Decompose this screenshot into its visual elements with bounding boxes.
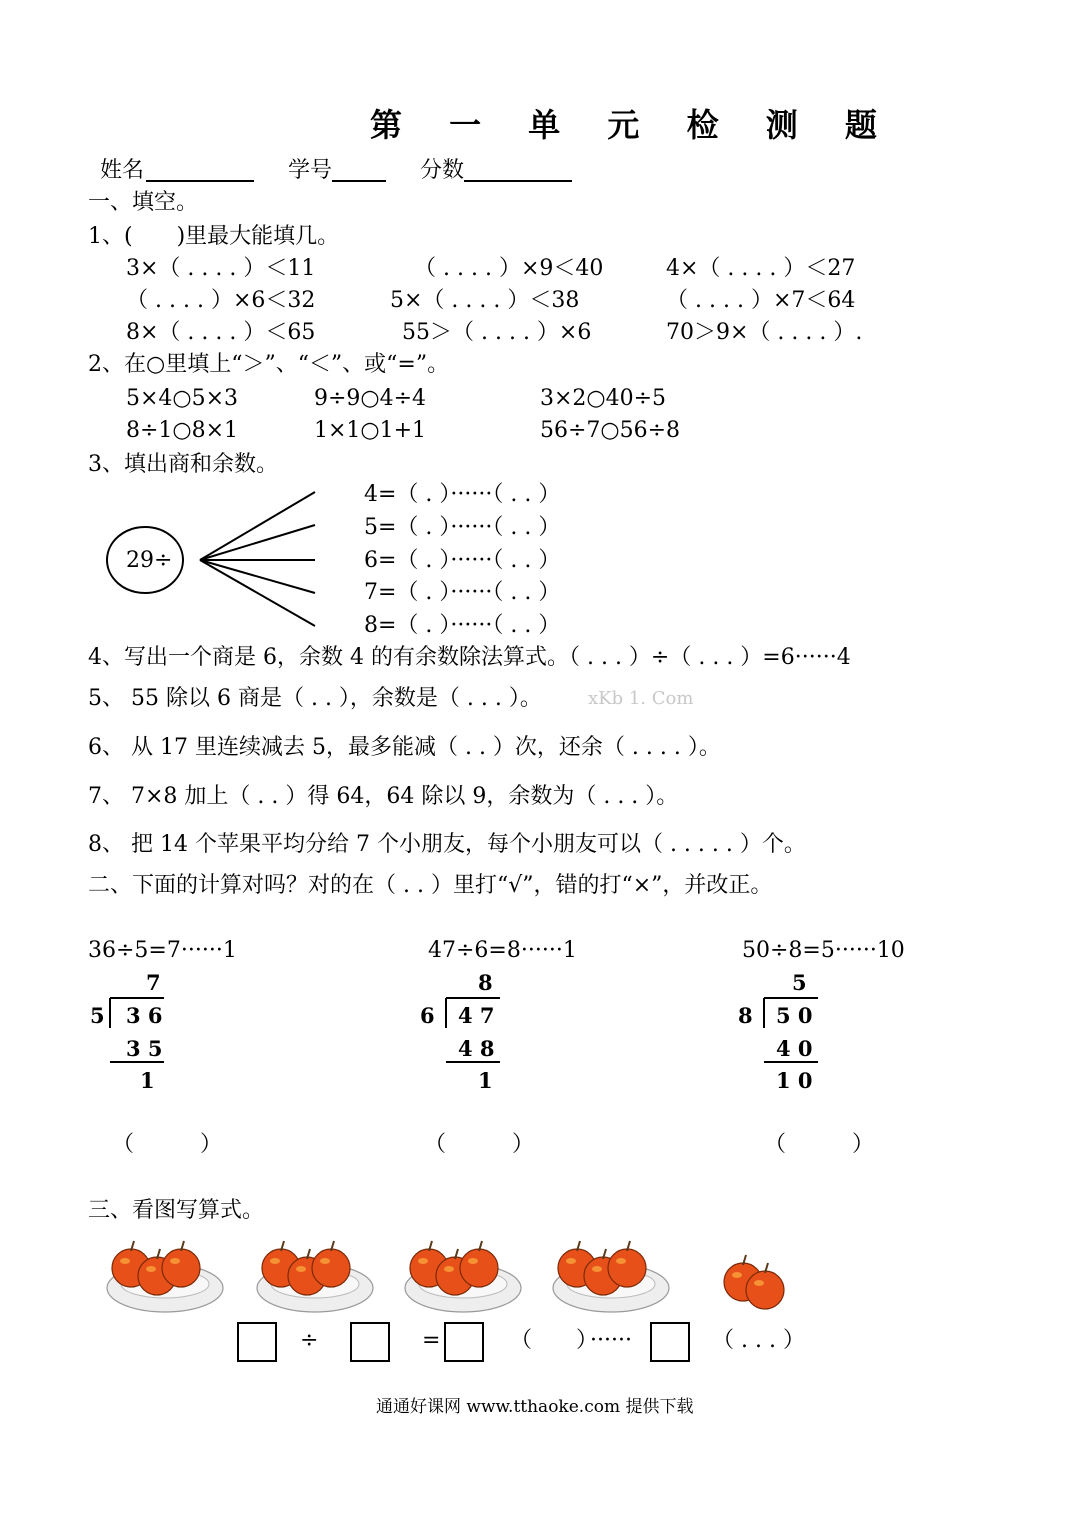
check-equation: 47÷6=8······1 (428, 938, 577, 963)
long-division-divisor: 5 (90, 1003, 105, 1028)
equals-sign: = (422, 1328, 441, 1353)
long-division-product: 4 0 (776, 1036, 813, 1061)
check-answer-paren[interactable]: （ ） (764, 1132, 875, 1157)
long-division-product: 3 5 (126, 1036, 163, 1061)
student-id-label: 学号 (288, 158, 333, 183)
apple (312, 1249, 350, 1287)
apple-highlight (270, 1258, 280, 1264)
long-division-bracket (758, 996, 822, 1096)
long-division-quotient: 5 (792, 970, 807, 995)
page-title: 第 一 单 元 检 测 题 (370, 106, 895, 144)
footer: 通通好课网 www.tthaoke.com 提供下载 (376, 1397, 694, 1417)
q1-item: （ . . . . ）×9＜40 (414, 256, 604, 281)
long-division-quotient: 7 (146, 970, 161, 995)
q6: 6、 从 17 里连续减去 5，最多能减（ . . ）次，还余（ . . . . ）。 (88, 735, 721, 760)
apple-highlight (120, 1258, 130, 1264)
q2-item: 1×1○1+1 (314, 418, 427, 443)
apple-highlight (732, 1272, 742, 1278)
long-division-remainder: 1 0 (776, 1068, 813, 1093)
long-division-product: 4 8 (458, 1036, 495, 1061)
apple-highlight (444, 1266, 454, 1272)
apple (162, 1249, 200, 1287)
q2-item: 9÷9○4÷4 (314, 386, 427, 411)
q1-item: 4×（ . . . . ）＜27 (666, 256, 856, 281)
q2-item: 5×4○5×3 (126, 386, 239, 411)
apple (460, 1249, 498, 1287)
q1-item: 5×（ . . . . ）＜38 (390, 288, 580, 313)
q3-row: 6=（ . ）······（ . . ） (364, 548, 561, 573)
watermark: xKb 1. Com (588, 688, 694, 709)
apple (608, 1249, 646, 1287)
q3-row: 7=（ . ）······（ . . ） (364, 580, 561, 605)
long-division-dividend: 4 7 (458, 1003, 495, 1028)
long-division-divisor: 6 (420, 1003, 435, 1028)
unit-paren-2[interactable]: （ . . . ） (712, 1328, 805, 1353)
apple-plates-illustration (95, 1236, 815, 1328)
long-division-dividend: 3 6 (126, 1003, 163, 1028)
apple (746, 1271, 784, 1309)
score-label: 分数 (420, 158, 465, 183)
q3-row: 8=（ . ）······（ . . ） (364, 613, 561, 638)
apple-highlight (468, 1258, 478, 1264)
q1-item: 8×（ . . . . ）＜65 (126, 320, 316, 345)
apple-highlight (146, 1266, 156, 1272)
check-answer-paren[interactable]: （ ） (112, 1132, 223, 1157)
check-equation: 36÷5=7······1 (88, 938, 237, 963)
ellipsis: ······ (590, 1328, 632, 1353)
apple-highlight (592, 1266, 602, 1272)
score-blank[interactable] (464, 180, 572, 182)
student-id-blank[interactable] (332, 180, 386, 182)
section2-heading: 二、下面的计算对吗？对的在（ . . ）里打“√”，错的打“×”，并改正。 (88, 873, 773, 898)
q3-row: 5=（ . ）······（ . . ） (364, 515, 561, 540)
q1-item: 3×（ . . . . ）＜11 (126, 256, 316, 281)
apple-highlight (616, 1258, 626, 1264)
name-blank[interactable] (146, 180, 254, 182)
long-division-quotient: 8 (478, 970, 493, 995)
q8: 8、 把 14 个苹果平均分给 7 个小朋友，每个小朋友可以（ . . . . . ）个。 (88, 832, 806, 857)
apple-highlight (566, 1258, 576, 1264)
long-division-remainder: 1 (478, 1068, 493, 1093)
apple-highlight (754, 1280, 764, 1286)
long-division-bracket (440, 996, 504, 1096)
q1-item: （ . . . . ）×7＜64 (666, 288, 856, 313)
answer-box-dividend[interactable] (237, 1322, 277, 1362)
q2-prompt: 2、在○里填上“＞”、“＜”、或“=”。 (88, 352, 450, 377)
q1-prompt: 1、( )里最大能填几。 (88, 224, 340, 249)
q2-item: 8÷1○8×1 (126, 418, 239, 443)
long-division-remainder: 1 (140, 1068, 155, 1093)
check-equation: 50÷8=5······10 (742, 938, 905, 963)
answer-box-divisor[interactable] (350, 1322, 390, 1362)
q2-item: 56÷7○56÷8 (540, 418, 681, 443)
name-label: 姓名 (100, 158, 145, 183)
long-division-divisor: 8 (738, 1003, 753, 1028)
check-answer-paren[interactable]: （ ） (424, 1132, 535, 1157)
q2-item: 3×2○40÷5 (540, 386, 667, 411)
q1-item: （ . . . . ）×6＜32 (126, 288, 316, 313)
q3-row: 4=（ . ）······（ . . ） (364, 482, 561, 507)
section3-heading: 三、看图写算式。 (88, 1198, 265, 1223)
unit-paren[interactable]: （ ） (510, 1328, 599, 1353)
long-division-bracket (104, 996, 168, 1096)
q1-item: 55＞（ . . . . ）×6 (402, 320, 592, 345)
long-division-dividend: 5 0 (776, 1003, 813, 1028)
apple-highlight (170, 1258, 180, 1264)
apple-highlight (418, 1258, 428, 1264)
division-sign: ÷ (300, 1328, 319, 1353)
q7: 7、 7×8 加上（ . . ）得 64，64 除以 9，余数为（ . . . ）。 (88, 784, 679, 809)
q4: 4、写出一个商是 6，余数 4 的有余数除法算式。（ . . . ）÷（ . . . ）=6······4 (88, 645, 851, 670)
dividend-label: 29÷ (126, 548, 173, 573)
apple-highlight (320, 1258, 330, 1264)
q1-item: 70＞9×（ . . . . ）. (666, 320, 863, 345)
q5: 5、 55 除以 6 商是（ . . ），余数是（ . . . ）。 (88, 686, 542, 711)
section1-heading: 一、填空。 (88, 190, 199, 215)
answer-box-quotient[interactable] (444, 1322, 484, 1362)
answer-box-remainder[interactable] (650, 1322, 690, 1362)
apple-highlight (296, 1266, 306, 1272)
q3-prompt: 3、填出商和余数。 (88, 452, 278, 477)
